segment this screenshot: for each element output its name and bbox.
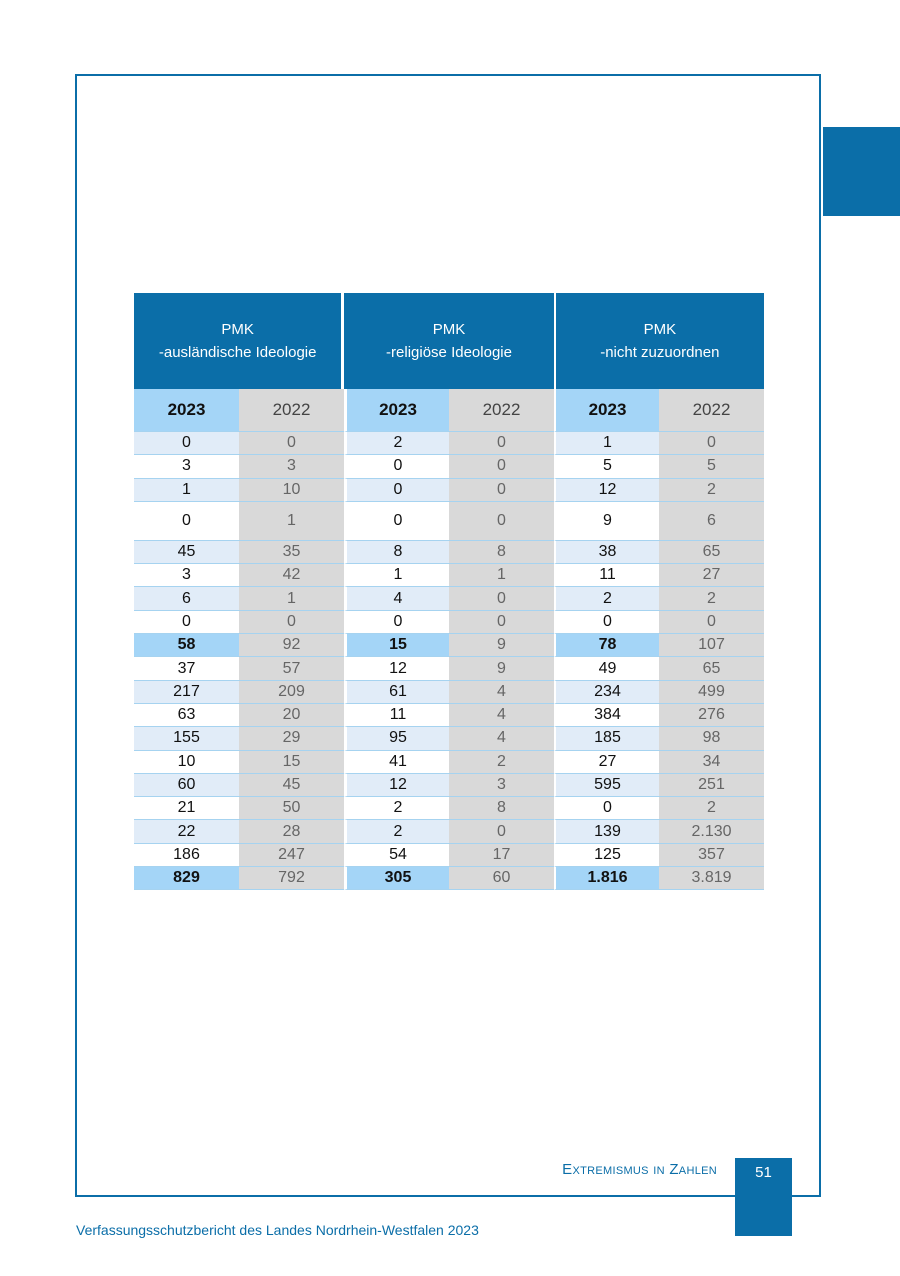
- year-header-cell: 2023: [344, 389, 449, 432]
- statistics-table: [134, 293, 764, 890]
- table-cell: 45: [134, 541, 239, 564]
- table-cell: 0: [134, 502, 239, 541]
- table-cell: 185: [554, 727, 659, 750]
- table-cell: 38: [554, 541, 659, 564]
- table-cell: 1: [239, 587, 344, 610]
- table-cell: 8: [344, 541, 449, 564]
- table-cell: 22: [134, 820, 239, 843]
- year-header-cell: 2022: [659, 389, 764, 432]
- report-caption: Verfassungsschutzbericht des Landes Nordrhein-Westfalen 2023: [76, 1222, 479, 1238]
- table-cell: 0: [449, 455, 554, 478]
- table-cell: 209: [239, 681, 344, 704]
- table-row: [134, 657, 764, 680]
- table-cell: 15: [344, 634, 449, 657]
- group-header-line2: -ausländische Ideologie: [158, 344, 317, 361]
- table-cell: 10: [239, 479, 344, 502]
- table-cell: 60: [449, 867, 554, 890]
- table-cell: 0: [449, 611, 554, 634]
- table-row: [134, 634, 764, 657]
- table-cell: 49: [554, 657, 659, 680]
- table-row: [134, 774, 764, 797]
- section-title: Extremismus in Zahlen: [562, 1161, 717, 1178]
- table-cell: 2.130: [659, 820, 764, 843]
- table-cell: 1: [449, 564, 554, 587]
- table-cell: 5: [659, 455, 764, 478]
- table-cell: 6: [659, 502, 764, 541]
- table-cell: 0: [554, 611, 659, 634]
- table-cell: 35: [239, 541, 344, 564]
- table-row: [134, 704, 764, 727]
- group-header-line1: PMK: [643, 321, 677, 338]
- table-cell: 4: [449, 681, 554, 704]
- table-cell: 0: [449, 820, 554, 843]
- table-cell: 3.819: [659, 867, 764, 890]
- table-cell: 37: [134, 657, 239, 680]
- table-cell: 8: [449, 541, 554, 564]
- table-row: [134, 432, 764, 455]
- table-row: [134, 681, 764, 704]
- table-cell: 15: [239, 751, 344, 774]
- table-cell: 27: [659, 564, 764, 587]
- table-cell: 1: [134, 479, 239, 502]
- table-cell: 61: [344, 681, 449, 704]
- table-cell: 0: [449, 587, 554, 610]
- table-cell: 8: [449, 797, 554, 820]
- table-cell: 0: [449, 502, 554, 541]
- table-cell: 60: [134, 774, 239, 797]
- page-number-box: [735, 1158, 792, 1236]
- table-cell: 54: [344, 844, 449, 867]
- chapter-side-tab: [823, 127, 900, 216]
- group-header-line2: -nicht zuzuordnen: [600, 344, 720, 361]
- table-cell: 92: [239, 634, 344, 657]
- table-row: [134, 455, 764, 478]
- table-cell: 12: [344, 657, 449, 680]
- year-header-row: [134, 389, 764, 432]
- table-cell: 305: [344, 867, 449, 890]
- table-row: [134, 502, 764, 541]
- table-cell: 155: [134, 727, 239, 750]
- group-header-foreign-ideology: [134, 293, 341, 389]
- group-header-line1: PMK: [221, 321, 254, 338]
- table-cell: 3: [449, 774, 554, 797]
- table-cell: 829: [134, 867, 239, 890]
- table-cell: 251: [659, 774, 764, 797]
- table-cell: 792: [239, 867, 344, 890]
- table-cell: 3: [134, 455, 239, 478]
- table-cell: 57: [239, 657, 344, 680]
- table-cell: 2: [344, 432, 449, 455]
- page-number: 51: [755, 1164, 772, 1181]
- table-cell: 107: [659, 634, 764, 657]
- table-cell: 20: [239, 704, 344, 727]
- group-header-religious-ideology: [344, 293, 553, 389]
- table-cell: 78: [554, 634, 659, 657]
- table-row: [134, 611, 764, 634]
- table-cell: 4: [449, 727, 554, 750]
- table-cell: 5: [554, 455, 659, 478]
- table-cell: 29: [239, 727, 344, 750]
- table-cell: 499: [659, 681, 764, 704]
- year-header-cell: 2022: [449, 389, 554, 432]
- table-cell: 0: [134, 432, 239, 455]
- table-cell: 139: [554, 820, 659, 843]
- table-row: [134, 797, 764, 820]
- year-header-cell: 2023: [554, 389, 659, 432]
- table-cell: 2: [659, 587, 764, 610]
- table-cell: 125: [554, 844, 659, 867]
- table-cell: 98: [659, 727, 764, 750]
- table-row: [134, 820, 764, 843]
- table-cell: 0: [134, 611, 239, 634]
- table-cell: 0: [239, 611, 344, 634]
- table-cell: 50: [239, 797, 344, 820]
- table-cell: 21: [134, 797, 239, 820]
- table-cell: 1: [239, 502, 344, 541]
- table-cell: 4: [344, 587, 449, 610]
- table-cell: 234: [554, 681, 659, 704]
- table-cell: 2: [659, 797, 764, 820]
- table-cell: 3: [239, 455, 344, 478]
- table-cell: 276: [659, 704, 764, 727]
- table-cell: 0: [344, 611, 449, 634]
- table-row: [134, 844, 764, 867]
- table-cell: 0: [449, 479, 554, 502]
- table-cell: 1.816: [554, 867, 659, 890]
- table-row: [134, 867, 764, 890]
- group-header-line2: -religiöse Ideologie: [386, 344, 512, 361]
- table-cell: 28: [239, 820, 344, 843]
- table-cell: 0: [659, 611, 764, 634]
- table-group-header: [134, 293, 764, 389]
- table-cell: 45: [239, 774, 344, 797]
- table-cell: 0: [659, 432, 764, 455]
- table-cell: 42: [239, 564, 344, 587]
- table-cell: 2: [449, 751, 554, 774]
- table-cell: 0: [239, 432, 344, 455]
- table-cell: 17: [449, 844, 554, 867]
- table-cell: 2: [344, 820, 449, 843]
- year-header-cell: 2023: [134, 389, 239, 432]
- table-cell: 247: [239, 844, 344, 867]
- table-cell: 0: [554, 797, 659, 820]
- table-cell: 12: [344, 774, 449, 797]
- table-row: [134, 541, 764, 564]
- table-cell: 2: [554, 587, 659, 610]
- table-cell: 95: [344, 727, 449, 750]
- table-cell: 27: [554, 751, 659, 774]
- table-cell: 58: [134, 634, 239, 657]
- table-cell: 63: [134, 704, 239, 727]
- table-cell: 11: [554, 564, 659, 587]
- table-cell: 34: [659, 751, 764, 774]
- table-cell: 0: [344, 502, 449, 541]
- table-cell: 357: [659, 844, 764, 867]
- table-cell: 1: [554, 432, 659, 455]
- table-cell: 217: [134, 681, 239, 704]
- table-body: [134, 432, 764, 890]
- table-row: [134, 587, 764, 610]
- table-cell: 65: [659, 541, 764, 564]
- table-cell: 10: [134, 751, 239, 774]
- table-cell: 11: [344, 704, 449, 727]
- table-cell: 41: [344, 751, 449, 774]
- table-cell: 186: [134, 844, 239, 867]
- table-cell: 9: [449, 657, 554, 680]
- table-cell: 3: [134, 564, 239, 587]
- table-row: [134, 751, 764, 774]
- table-cell: 0: [344, 479, 449, 502]
- table-cell: 0: [449, 432, 554, 455]
- table-cell: 6: [134, 587, 239, 610]
- table-cell: 2: [344, 797, 449, 820]
- group-header-line1: PMK: [432, 321, 466, 338]
- group-header-not-assignable: [556, 293, 764, 389]
- table-cell: 595: [554, 774, 659, 797]
- year-header-cell: 2022: [239, 389, 344, 432]
- table-row: [134, 727, 764, 750]
- table-cell: 384: [554, 704, 659, 727]
- table-cell: 9: [449, 634, 554, 657]
- table-row: [134, 479, 764, 502]
- table-row: [134, 564, 764, 587]
- table-cell: 12: [554, 479, 659, 502]
- table-cell: 1: [344, 564, 449, 587]
- table-cell: 65: [659, 657, 764, 680]
- table-cell: 2: [659, 479, 764, 502]
- table-cell: 9: [554, 502, 659, 541]
- table-cell: 0: [344, 455, 449, 478]
- table-cell: 4: [449, 704, 554, 727]
